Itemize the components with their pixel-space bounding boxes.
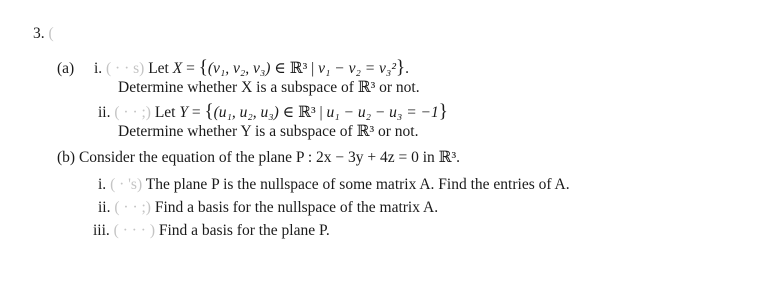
smudged-points: ( — [48, 25, 54, 42]
part-b-statement — [57, 148, 460, 168]
smudged-points: ( · · ;) — [114, 104, 151, 121]
sub-ii-label: ii. — [98, 199, 111, 216]
part-b-i-text: The plane P is the nullspace of some matrix A. Find the entries of A. — [145, 176, 570, 193]
smudged-points: ( · · s) — [106, 60, 145, 77]
in-r3: ∈ ℝ³ — [274, 60, 308, 77]
set-condition: v₁ − v₂ = v₃² — [318, 60, 396, 77]
set-name: X — [172, 60, 183, 77]
part-b-iii-text: Find a basis for the plane P. — [158, 222, 330, 239]
problem-number-label: 3. — [33, 25, 45, 42]
set-name: Y — [179, 104, 188, 121]
let-text: Let — [154, 104, 176, 121]
part-a-ii-question: Determine whether Y is a subspace of ℝ³ or not. — [118, 123, 419, 140]
smudged-points: ( · · · ) — [113, 222, 155, 239]
sub-ii-label: ii. — [98, 104, 111, 121]
part-b-ii-text: Find a basis for the nullspace of the matrix A. — [154, 199, 439, 216]
equals-sign: = — [186, 60, 195, 77]
problem-number — [33, 24, 54, 44]
set-elements: (u₁, u₂, u₃) — [213, 104, 279, 121]
part-b-text: Consider the equation of the plane P : 2x − 3y + 4z = 0 in ℝ³. — [78, 149, 461, 166]
part-b-iii — [93, 221, 330, 241]
part-b-label: (b) — [57, 149, 76, 166]
set-condition: u₁ − u₂ − u₃ = −1 — [326, 104, 439, 121]
part-b-ii — [98, 198, 438, 218]
part-a-i-statement: (a) i. ( · · s) Let X = {(v₁, v₂, v₃) ∈ ℝ³ | v₁ − v₂ = v₃²}. — [57, 57, 409, 78]
sub-i-label: i. — [93, 60, 103, 77]
part-a-i-question: Determine whether X is a subspace of ℝ³ or not. — [118, 79, 420, 96]
sub-i-label: i. — [98, 176, 107, 193]
set-elements: (v₁, v₂, v₃) — [207, 60, 271, 77]
in-r3: ∈ ℝ³ — [282, 104, 316, 121]
equals-sign: = — [191, 104, 201, 121]
part-a-label: (a) — [57, 60, 75, 77]
let-text: Let — [148, 60, 169, 77]
part-b-i — [98, 175, 570, 195]
sub-iii-label: iii. — [93, 222, 110, 239]
part-a-ii-statement: ii. ( · · ;) Let Y = {(u₁, u₂, u₃) ∈ ℝ³ | u₁ − u₂ − u₃ = −1} — [98, 101, 448, 122]
smudged-points: ( · · ;) — [114, 199, 151, 216]
smudged-points: ( · 's) — [110, 176, 143, 193]
